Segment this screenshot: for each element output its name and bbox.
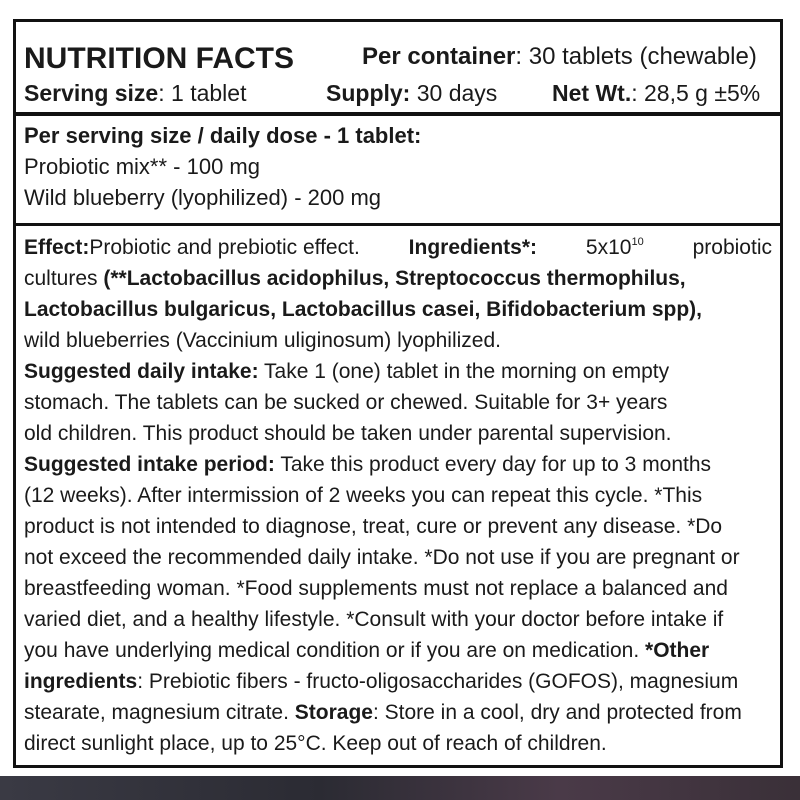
per-container-value: : 30 tablets (chewable) <box>515 43 757 70</box>
period-label: Suggested intake period: <box>24 453 275 476</box>
intake-line: stomach. The tablets can be sucked or chewed. Suitable for 3+ years <box>24 391 668 414</box>
nutrition-facts-panel <box>13 19 783 768</box>
ingredients-text: probiotic <box>692 236 772 259</box>
strains-line: Lactobacillus bulgaricus, Lactobacillus casei, Bifidobacterium spp), <box>24 298 702 321</box>
composition-section <box>16 115 780 223</box>
net-weight <box>552 82 760 105</box>
strains-line <box>24 268 686 289</box>
supply <box>326 82 497 105</box>
intake-text: Take 1 (one) tablet in the morning on empty <box>258 360 670 383</box>
intake-line: old children. This product should be taken under parental supervision. <box>24 422 672 445</box>
other-label: *Other <box>645 639 710 662</box>
period-text: you have underlying medical condition or if you are on medication. <box>24 639 640 662</box>
background-strip <box>0 776 800 800</box>
page-title: NUTRITION FACTS <box>24 42 294 75</box>
composition-heading: Per serving size / daily dose - 1 tablet: <box>24 123 422 148</box>
other-line <box>24 671 738 692</box>
other-text: stearate, magnesium citrate. <box>24 701 289 724</box>
other-text: : Prebiotic fibers - fructo-oligosaccharides (GOFOS), magnesium <box>137 670 739 693</box>
per-container <box>362 45 757 69</box>
period-line: breastfeeding woman. *Food supplements must not replace a balanced and <box>24 577 728 600</box>
strains-text: (**Lactobacillus acidophilus, Streptococcus thermophilus, <box>103 267 686 290</box>
per-container-label: Per container <box>362 43 516 70</box>
storage-line: direct sunlight place, up to 25°C. Keep out of reach of children. <box>24 732 607 755</box>
serving-size <box>24 82 246 105</box>
effect-text: Probiotic and prebiotic effect. <box>89 236 360 259</box>
period-line <box>24 640 709 661</box>
ingredients-tail: wild blueberries (Vaccinium uliginosum) lyophilized. <box>24 329 501 352</box>
effect-label: Effect: <box>24 236 90 259</box>
period-line: not exceed the recommended daily intake. *Do not use if you are pregnant or <box>24 546 740 569</box>
effect-line <box>24 237 772 258</box>
period-line: (12 weeks). After intermission of 2 weeks you can repeat this cycle. *This <box>24 484 703 507</box>
serving-size-value: : 1 tablet <box>158 80 247 106</box>
net-weight-label: Net Wt. <box>552 80 632 106</box>
other-line <box>24 702 742 723</box>
storage-label: Storage <box>294 701 373 724</box>
header-section <box>16 22 780 112</box>
ingredients-text: cultures <box>24 267 98 290</box>
supply-value: 30 days <box>410 80 498 106</box>
net-weight-value: : 28,5 g ±5% <box>631 80 761 106</box>
period-line <box>24 454 711 475</box>
period-line: product is not intended to diagnose, treat, cure or prevent any disease. *Do <box>24 515 723 538</box>
composition-item: Wild blueberry (lyophilized) - 200 mg <box>24 185 382 210</box>
serving-size-label: Serving size <box>24 80 159 106</box>
ingredients-exponent: 10 <box>631 236 644 248</box>
ingredients-label: Ingredients*: <box>408 236 538 259</box>
period-text: Take this product every day for up to 3 months <box>274 453 712 476</box>
period-line: varied diet, and a healthy lifestyle. *Consult with your doctor before intake if <box>24 608 724 631</box>
details-section <box>16 226 780 771</box>
ingredients-count: 5x10 <box>585 236 632 259</box>
storage-text: : Store in a cool, dry and protected from <box>372 701 742 724</box>
intake-line <box>24 361 669 382</box>
other-label: ingredients <box>24 670 138 693</box>
supply-label: Supply: <box>326 80 411 106</box>
intake-label: Suggested daily intake: <box>24 360 259 383</box>
composition-item: Probiotic mix** - 100 mg <box>24 154 260 179</box>
